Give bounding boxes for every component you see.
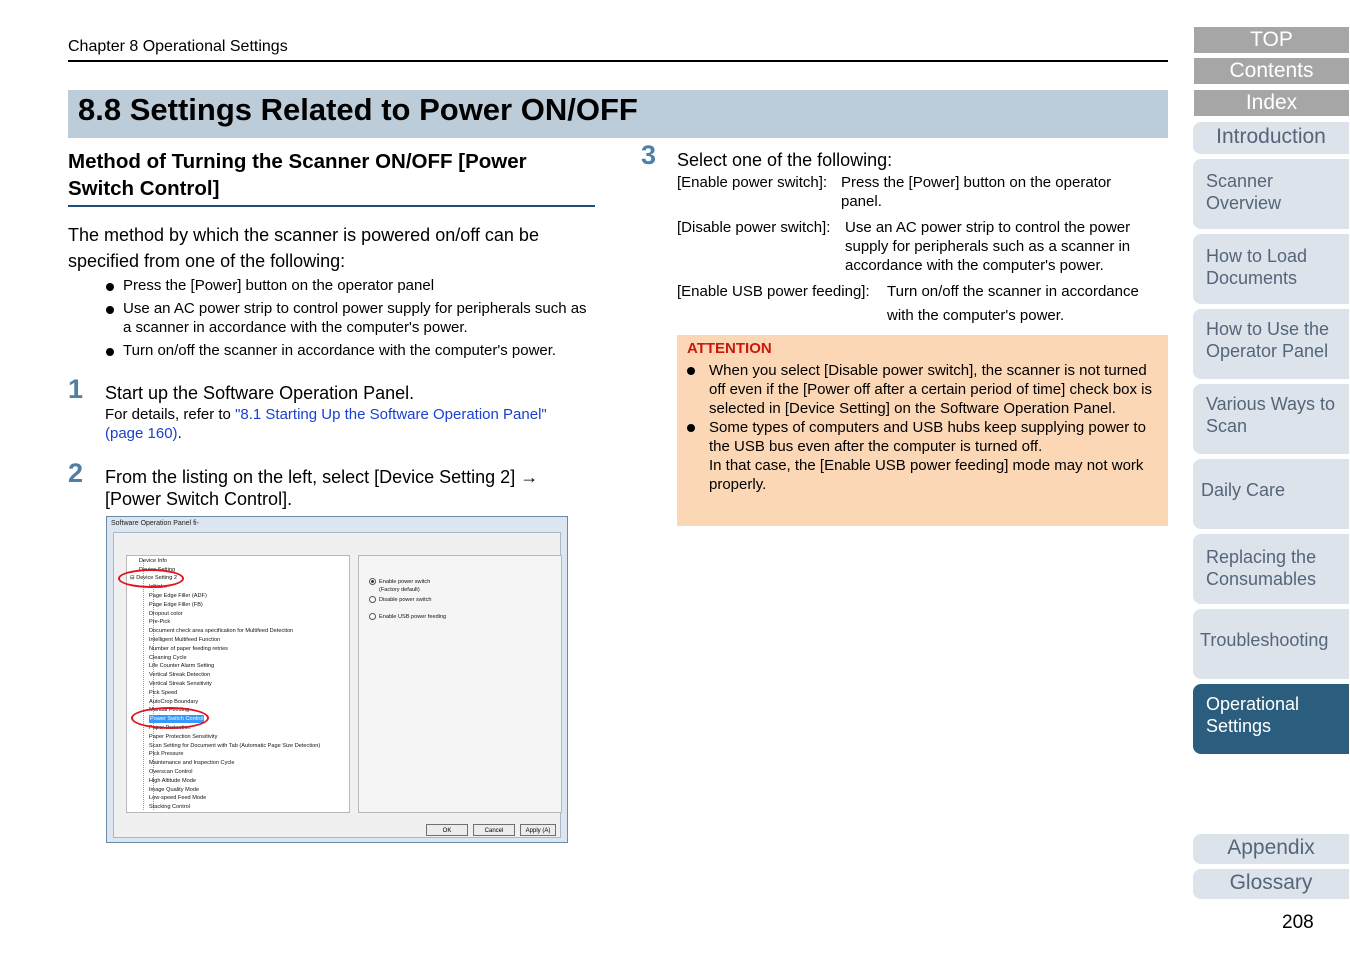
tree-item-device-setting-2[interactable]: ⊟ Device Setting 2 xyxy=(130,575,177,581)
tree-item[interactable]: Image Quality Mode xyxy=(149,787,200,793)
step-2-number: 2 xyxy=(68,458,84,488)
step-1-prefix: For details, refer to xyxy=(105,406,236,423)
nav-operational-settings[interactable]: Operational Settings xyxy=(1193,684,1349,754)
nav-scanner-overview[interactable]: Scanner Overview xyxy=(1193,159,1349,229)
header-rule xyxy=(68,60,1168,62)
desc-line: panel. xyxy=(841,193,882,210)
nav-troubleshooting[interactable]: Troubleshooting xyxy=(1193,609,1349,679)
tree-item[interactable]: Device Setting xyxy=(139,567,176,573)
title-bar xyxy=(68,90,1168,138)
radio-label: Enable USB power feeding xyxy=(379,613,447,620)
nav-index[interactable]: Index xyxy=(1194,90,1349,116)
nav-contents[interactable]: Contents xyxy=(1194,58,1349,84)
step-1-link-page[interactable]: (page 160) xyxy=(105,425,178,442)
radio-enable-power-switch[interactable] xyxy=(369,578,430,585)
tree-item[interactable]: Page Edge Filler (ADF) xyxy=(149,593,207,599)
tree-item[interactable]: Pick Speed xyxy=(149,690,178,696)
tree-item[interactable]: High Altitude Mode xyxy=(149,778,196,784)
intro-line1: The method by which the scanner is powered on/off can be xyxy=(68,225,539,245)
tree-item-label: Device Setting 2 xyxy=(136,575,177,581)
tree-item[interactable]: Vertical Streak Sensitivity xyxy=(149,681,212,687)
radio-selected-icon xyxy=(369,578,376,585)
tree-item[interactable]: Scan Setting for Document with Tab (Automatic Page Size Detection) xyxy=(149,743,321,749)
tree-item[interactable]: Life Counter Alarm Setting xyxy=(149,663,215,669)
option-enable-usb-desc-2: with the computer's power. xyxy=(887,307,1065,324)
cancel-button[interactable]: Cancel xyxy=(473,824,515,836)
nav-introduction[interactable]: Introduction xyxy=(1193,122,1349,154)
radio-enable-usb-power-feeding[interactable] xyxy=(369,613,446,620)
list-item: When you select [Disable power switch], the scanner is not turned off even if the [Power off after a certain period of time] check box is selected in [Device Setting] on the Software Operation Panel. xyxy=(687,361,1157,418)
option-disable-power-switch-label: [Disable power switch]: xyxy=(677,219,831,236)
tree-item[interactable]: Low-speed Feed Mode xyxy=(149,795,207,801)
step-2-line2: [Power Switch Control]. xyxy=(105,489,293,509)
attention-item-text: Some types of computers and USB hubs keep supplying power to the USB bus even after the computer is turned off. xyxy=(709,419,1146,455)
step-3-text: Select one of the following: xyxy=(677,150,893,170)
option-enable-usb-desc: Turn on/off the scanner in accordance xyxy=(887,283,1139,300)
window-title: Software Operation Panel fi- xyxy=(111,520,199,527)
section-heading-line1: Method of Turning the Scanner ON/OFF [Power xyxy=(68,150,527,173)
tree-item[interactable]: Device Info xyxy=(139,558,167,564)
list-item xyxy=(687,418,1157,494)
tree-item[interactable]: Cleaning Cycle xyxy=(149,655,187,661)
tree-item[interactable]: Pick Pressure xyxy=(149,751,184,757)
nav-glossary[interactable]: Glossary xyxy=(1193,869,1349,899)
radio-disable-power-switch[interactable] xyxy=(369,596,432,603)
highlight-circle xyxy=(118,569,184,588)
tree-item[interactable]: Maintenance and Inspection Cycle xyxy=(149,760,235,766)
tree-item[interactable]: Page Edge Filler (FB) xyxy=(149,602,203,608)
desc-line: Use an AC power strip to control the power xyxy=(845,219,1131,236)
settings-tree xyxy=(126,555,350,813)
highlight-circle xyxy=(131,707,209,729)
list-item: Use an AC power strip to control power supply for peripherals such as a scanner in accordance with the computer's power. xyxy=(106,299,596,337)
tree-item[interactable]: Number of paper feeding retries xyxy=(149,646,228,652)
tree-guide xyxy=(143,560,145,810)
option-disable-power-switch-desc xyxy=(845,218,1130,275)
options-panel xyxy=(358,555,562,813)
section-heading xyxy=(68,148,595,202)
tree-item[interactable]: Overscan Control xyxy=(149,769,193,775)
tree-item[interactable]: Initial... xyxy=(149,584,167,590)
desc-line: accordance with the computer's power. xyxy=(845,257,1104,274)
apply-button[interactable]: Apply (A) xyxy=(520,824,556,836)
step-1-number: 1 xyxy=(68,374,84,404)
radio-label: Enable power switch xyxy=(379,578,431,585)
tree-item[interactable]: Pre-Pick xyxy=(149,619,171,625)
section-rule xyxy=(68,205,595,207)
list-item: Turn on/off the scanner in accordance with the computer's power. xyxy=(106,341,596,360)
tree-item-power-switch-control[interactable]: Power Switch Control xyxy=(150,716,204,722)
tree-item[interactable]: Paper Protection Sensitivity xyxy=(149,734,218,740)
software-operation-panel-screenshot xyxy=(106,516,568,843)
page-title: 8.8 Settings Related to Power ON/OFF xyxy=(78,92,638,127)
radio-label: Disable power switch xyxy=(379,596,432,603)
radio-icon xyxy=(369,596,376,603)
step-1-text: Start up the Software Operation Panel. xyxy=(105,383,415,403)
nav-operator-panel[interactable]: How to Use the Operator Panel xyxy=(1193,309,1349,379)
desc-line: Press the [Power] button on the operator xyxy=(841,174,1112,191)
tree-item[interactable]: Dropout color xyxy=(149,611,183,617)
nav-daily-care[interactable]: Daily Care xyxy=(1193,459,1349,529)
tree-item[interactable]: Stacking Control xyxy=(149,804,191,810)
tree-item[interactable]: Manual Feeding xyxy=(149,707,190,713)
tree-item[interactable]: Vertical Streak Detection xyxy=(149,672,211,678)
chapter-label: Chapter 8 Operational Settings xyxy=(68,38,288,55)
attention-box xyxy=(677,335,1168,526)
step-2-text xyxy=(105,466,585,510)
section-heading-line2: Switch Control] xyxy=(68,177,220,200)
method-list xyxy=(106,276,596,364)
step-1-suffix: . xyxy=(177,425,182,442)
page-number: 208 xyxy=(1282,912,1314,933)
nav-top[interactable]: TOP xyxy=(1194,27,1349,53)
option-enable-usb-label: [Enable USB power feeding]: xyxy=(677,283,870,300)
attention-list xyxy=(687,361,1157,494)
tree-item[interactable]: Paper Protection xyxy=(149,725,191,731)
tree-item[interactable]: Intelligent Multifeed Function xyxy=(149,637,221,643)
option-enable-power-switch-label: [Enable power switch]: xyxy=(677,174,828,191)
nav-appendix[interactable]: Appendix xyxy=(1193,834,1349,864)
attention-item-extra: In that case, the [Enable USB power feeding] mode may not work properly. xyxy=(709,457,1144,493)
tree-item[interactable]: Document check area specification for Multifeed Detection xyxy=(149,628,294,634)
step-1-link[interactable]: "8.1 Starting Up the Software Operation Panel" xyxy=(235,406,547,423)
factory-default-note: (Factory default) xyxy=(379,587,420,593)
nav-how-to-load-documents[interactable]: How to Load Documents xyxy=(1193,234,1349,304)
step-3-number: 3 xyxy=(641,140,657,170)
ok-button[interactable]: OK xyxy=(426,824,468,836)
intro-line2: specified from one of the following: xyxy=(68,251,346,271)
list-item: Press the [Power] button on the operator panel xyxy=(106,276,596,295)
desc-line: supply for peripherals such as a scanner in xyxy=(845,238,1131,255)
attention-heading: ATTENTION xyxy=(687,340,772,357)
radio-icon xyxy=(369,613,376,620)
tree-item[interactable]: AutoCrop Boundary xyxy=(149,699,199,705)
option-enable-power-switch-desc xyxy=(841,173,1111,211)
intro-text xyxy=(68,222,595,274)
nav-various-ways-to-scan[interactable]: Various Ways to Scan xyxy=(1193,384,1349,454)
nav-replacing-consumables[interactable]: Replacing the Consumables xyxy=(1193,534,1349,604)
step-1-detail xyxy=(105,405,585,443)
step-2-line1: From the listing on the left, select [Device Setting 2] → xyxy=(105,467,539,487)
